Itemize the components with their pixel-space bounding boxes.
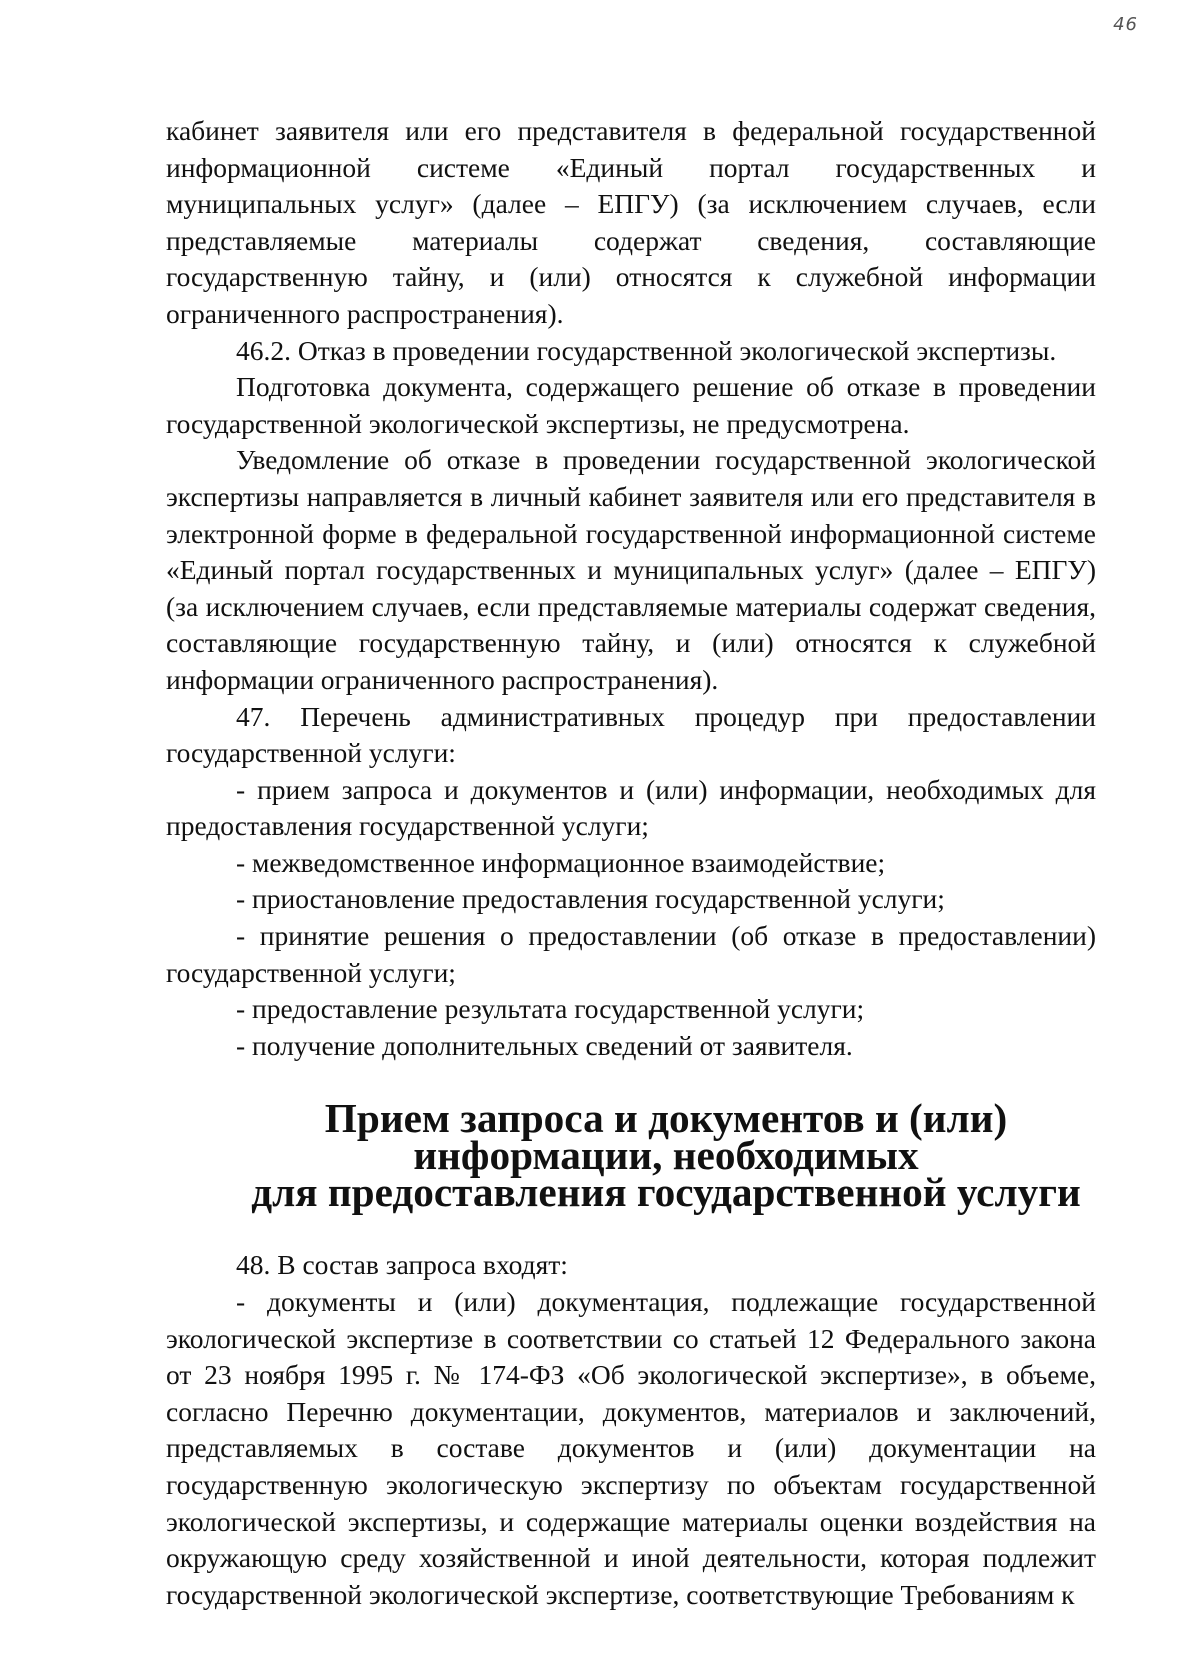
list-item: - документы и (или) документация, подлежащие государственной экологической экспертизе в соответствии со статьей 12 Федерального закона от 23 ноября 1995 г. № 174-ФЗ «Об экологической экспертизе», в объеме, согласно Перечню документации, документов, материалов и заключений, представляемых в составе документов и (или) документации на государственную экологическую экспертизу по объектам государственной экологической экспертизы, и содержащие материалы оценки воздействия на окружающую среду хозяйственной и иной деятельности, которая подлежит государственной экологической экспертизе, соответствующие Требованиям к [166, 1286, 1096, 1610]
list-item: - принятие решения о предоставлении (об отказе в предоставлении) государственной услуги; [166, 920, 1096, 988]
list-item: - приостановление предоставления государственной услуги; [236, 883, 945, 915]
spacer [166, 1211, 1096, 1247]
list-item: - получение дополнительных сведений от заявителя. [236, 1029, 853, 1061]
section-heading-line-1: Прием запроса и документов и (или) информации, необходимых [324, 1095, 1008, 1179]
list-item: - предоставление результата государственной услуги; [236, 993, 865, 1025]
page-number-mark: 46 [1113, 14, 1138, 35]
section-heading [166, 1095, 1096, 1216]
paragraph-decision-preparation: Подготовка документа, содержащего решение об отказе в проведении государственной экологической экспертизы, не предусмотрена. [166, 371, 1096, 439]
paragraph-47: 47. Перечень административных процедур при предоставлении государственной услуги: [166, 700, 1096, 769]
paragraph-continuation: кабинет заявителя или его представителя в федеральной государственной информационной системе «Единый портал государственных и муниципальных услуг» (далее – ЕПГУ) (за исключением случаев, если представляемые материалы содержат сведения, составляющие государственную тайну, и (или) относятся к служебной информации ограниченного распространения). [166, 115, 1096, 329]
list-item: - прием запроса и документов и (или) информации, необходимых для предоставления государственной услуги; [166, 773, 1096, 842]
paragraph-46-2: 46.2. Отказ в проведении государственной экологической экспертизы. [236, 334, 1057, 366]
document-body [166, 113, 1096, 1613]
section-heading-line-2: для предоставления государственной услуги [251, 1169, 1081, 1216]
list-item: - межведомственное информационное взаимодействие; [236, 846, 886, 878]
paragraph-48: 48. В состав запроса входят: [236, 1249, 568, 1281]
paragraph-refusal-notification: Уведомление об отказе в проведении государственной экологической экспертизы направляется в личный кабинет заявителя или его представителя в электронной форме в федеральной государственной информационной системе «Единый портал государственных и муниципальных услуг» (далее – ЕПГУ) (за исключением случаев, если представляемые материалы содержат сведения, составляющие государственную тайну, и (или) относятся к служебной информации ограниченного распространения). [166, 444, 1096, 695]
